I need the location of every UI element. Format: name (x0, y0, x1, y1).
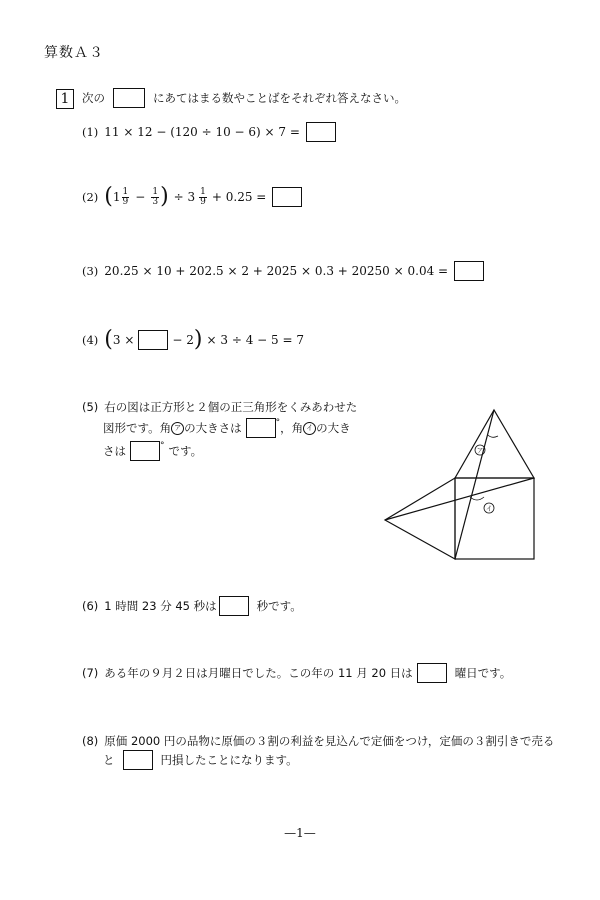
close-paren: ) (160, 184, 169, 209)
problem-1 (82, 122, 336, 142)
upper-triangle (455, 410, 534, 478)
problem-7-label: (7) (82, 666, 99, 680)
problem-3-expr: 20.25 × 10 + 202.5 × 2 + 2025 × 0.3 + 20250 × 0.04 = (104, 264, 449, 278)
problem-4 (82, 329, 304, 351)
label-i: イ (485, 504, 493, 513)
square (455, 478, 534, 559)
problem-5-line3 (103, 441, 202, 461)
question-number-box: 1 (56, 89, 74, 109)
problem-4-rest: × 3 ÷ 4 − 5 = 7 (206, 333, 304, 347)
problem-5-text2c: ，角 (280, 421, 304, 435)
problem-5-text2a: 図形です。角 (103, 421, 172, 435)
answer-blank-5a[interactable] (246, 418, 276, 438)
problem-8-text2a: と (103, 753, 115, 767)
fraction-2: $\frac{1}{3}$ (152, 186, 159, 207)
intro-before: 次の (82, 91, 105, 105)
problem-8-text1: 原価 2000 円の品物に原価の３割の利益を見込んで定価をつけ，定価の３割引きで売る (104, 734, 555, 748)
problem-5-line1 (82, 399, 357, 415)
intro-blank (113, 88, 145, 108)
page-number: —1— (284, 826, 316, 840)
problem-5-text3b: です。 (168, 444, 203, 458)
problem-8-line1 (82, 733, 554, 749)
problem-2-label: (2) (82, 190, 99, 204)
question-intro (82, 88, 406, 108)
problem-8-text2b: 円損したことになります。 (160, 753, 298, 767)
divide-three: ÷ 3 (173, 190, 196, 204)
problem-8-line2 (103, 750, 298, 770)
fraction-3: $\frac{1}{9}$ (200, 186, 206, 207)
problem-6 (82, 596, 302, 616)
angle-arc-a (488, 435, 498, 437)
page-header: 算数Ａ３ (44, 45, 104, 61)
problem-5-label: (5) (82, 400, 99, 414)
label-a: ア (476, 446, 484, 455)
open-paren: ( (104, 327, 113, 352)
mark-i: イ (303, 422, 316, 435)
problem-6-text-after: 秒です。 (256, 599, 302, 613)
degree-mark: ° (160, 441, 165, 451)
problem-5-line2 (103, 418, 351, 438)
problem-5-text2b: の大きさは (184, 421, 242, 435)
problem-7-text-after: 曜日です。 (454, 666, 512, 680)
answer-blank-6[interactable] (219, 596, 249, 616)
problem-6-label: (6) (82, 599, 99, 613)
answer-blank-2[interactable] (272, 187, 302, 207)
open-paren: ( (104, 184, 113, 209)
diagonal-line-1 (455, 410, 494, 559)
mark-a: ア (171, 422, 184, 435)
problem-5-text2d: の大き (316, 421, 351, 435)
answer-blank-1[interactable] (306, 122, 336, 142)
fraction-1: $\frac{1}{9}$ (122, 186, 129, 207)
problem-2-rest: + 0.25 = (211, 190, 267, 204)
close-paren: ) (193, 327, 203, 352)
problem-7-text-before: ある年の９月２日は月曜日でした。この年の 11 月 20 日は (104, 666, 413, 680)
problem-5-text1: 右の図は正方形と２個の正三角形をくみあわせた (104, 400, 358, 414)
answer-blank-8[interactable] (123, 750, 153, 770)
problem-1-expr: 11 × 12 − (120 ÷ 10 − 6) × 7 = (104, 125, 300, 139)
angle-arc-i (470, 497, 484, 500)
problem-3-label: (3) (82, 264, 99, 278)
answer-blank-7[interactable] (417, 663, 447, 683)
left-triangle (385, 478, 455, 559)
problem-5-text3a: さは (103, 444, 126, 458)
problem-2 (82, 186, 302, 208)
problem-4-label: (4) (82, 333, 99, 347)
minus-sign: − (135, 190, 146, 204)
mixed-whole: 1 (112, 190, 121, 204)
problem-3 (82, 261, 484, 281)
problem-7 (82, 663, 511, 683)
diagonal-line-2 (385, 478, 534, 520)
answer-blank-3[interactable] (454, 261, 484, 281)
degree-mark: ° (275, 418, 281, 428)
problem-4-before: 3 × (112, 333, 135, 347)
geometry-figure (380, 405, 540, 565)
answer-blank-4[interactable] (138, 330, 168, 350)
problem-8-label: (8) (82, 734, 99, 748)
problem-6-text-before: 1 時間 23 分 45 秒は (104, 599, 217, 613)
answer-blank-5b[interactable] (130, 441, 160, 461)
intro-after: にあてはまる数やことばをそれぞれ答えなさい。 (153, 91, 406, 105)
problem-4-after: − 2 (172, 333, 194, 347)
problem-1-label: (1) (82, 125, 99, 139)
